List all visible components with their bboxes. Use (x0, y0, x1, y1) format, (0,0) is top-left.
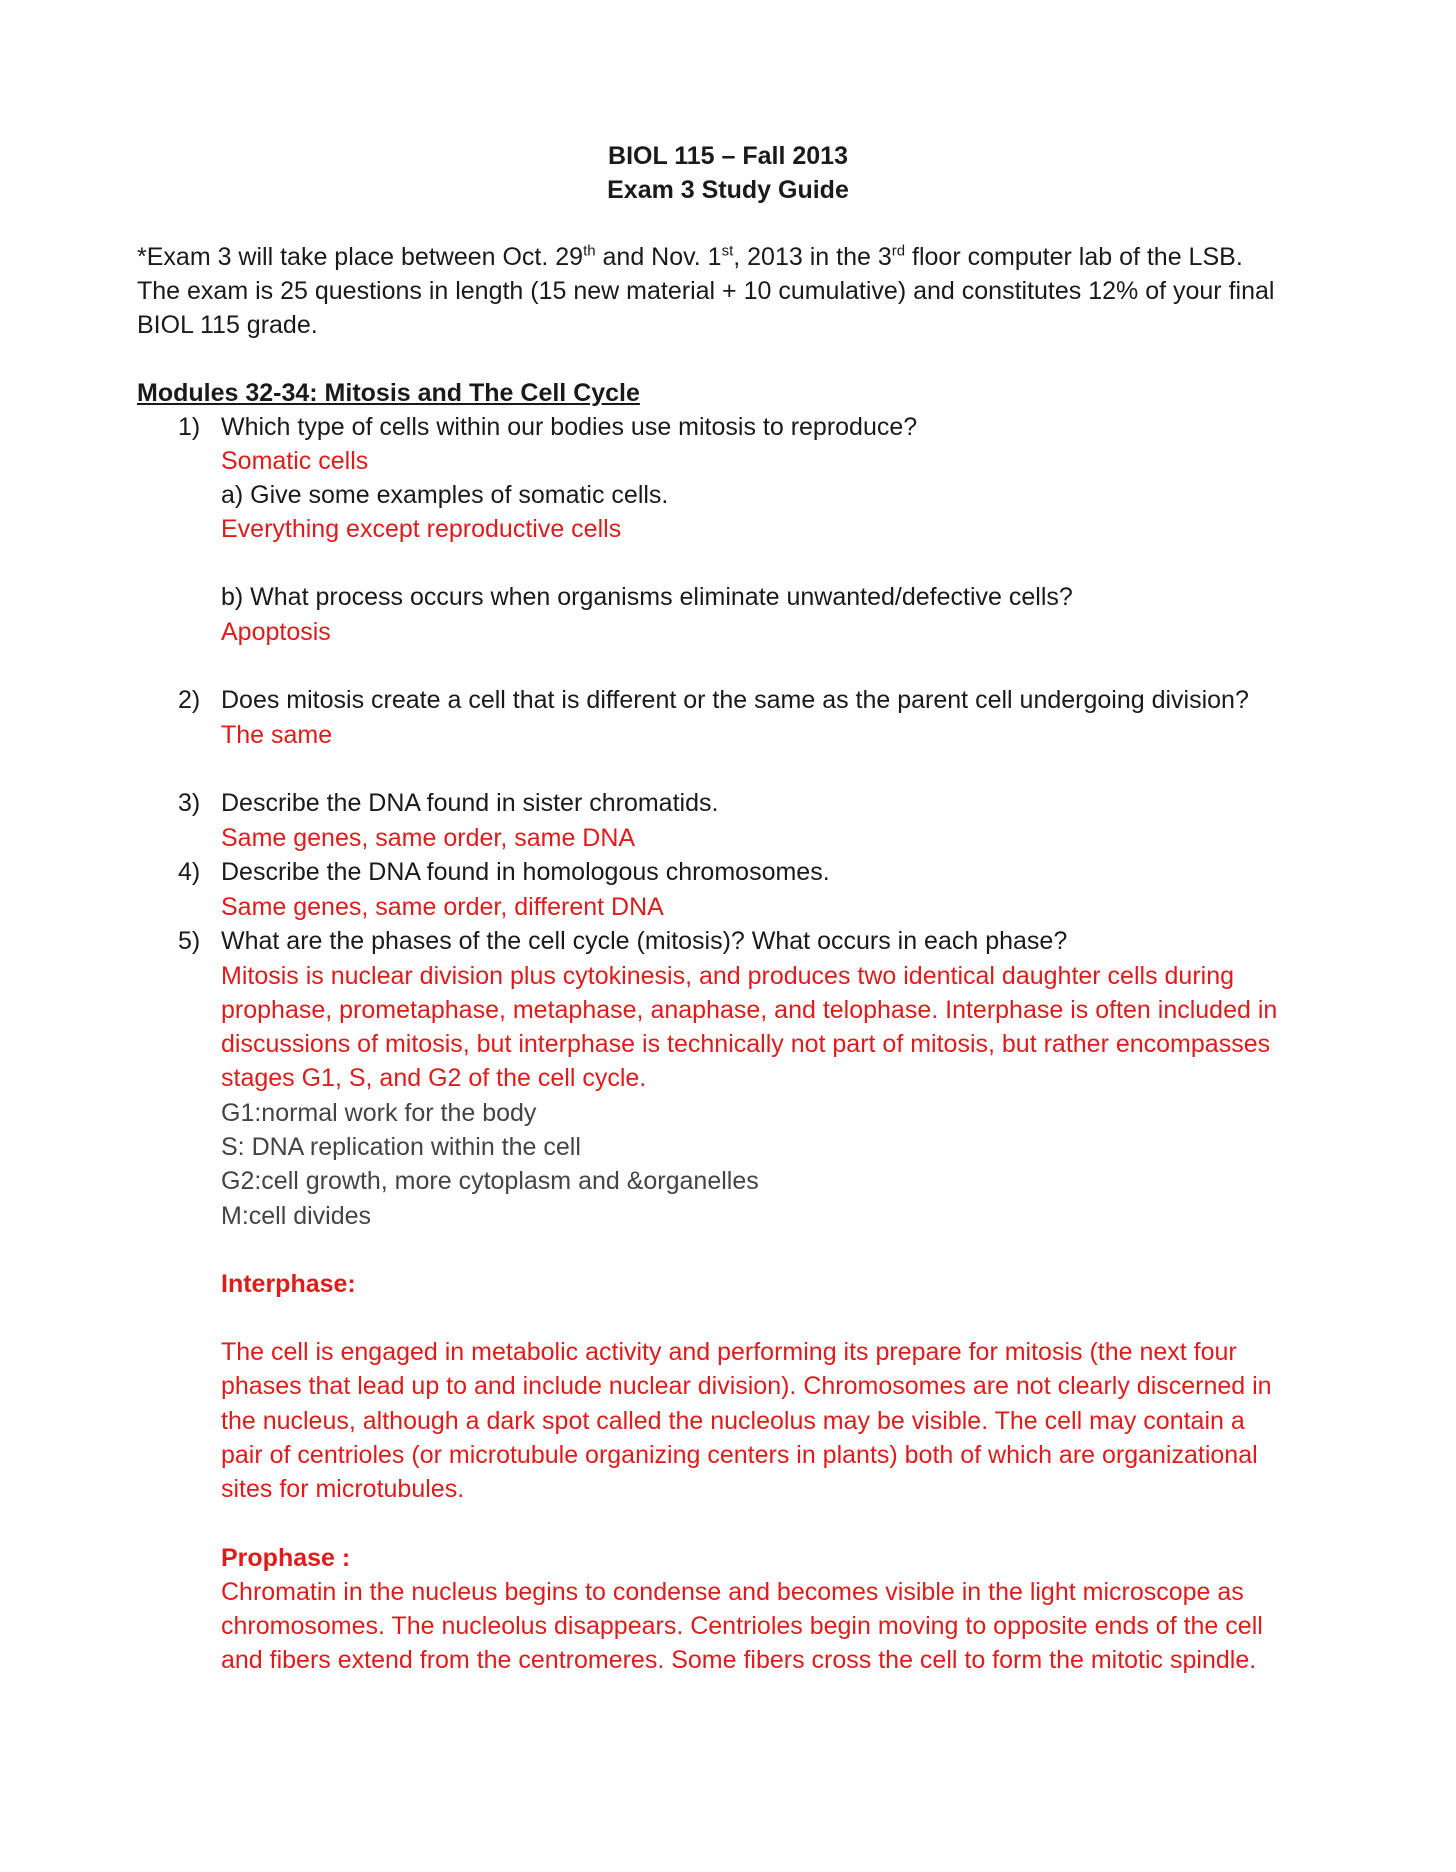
question-1b: b) What process occurs when organisms eliminate unwanted/defective cells? (221, 583, 1073, 611)
question-1a: a) Give some examples of somatic cells. (221, 481, 669, 509)
answer-3: Same genes, same order, same DNA (221, 824, 636, 852)
phase-line: G2:cell growth, more cytoplasm and &organelles (221, 1167, 759, 1195)
intro-line-2: The exam is 25 questions in length (15 new material + 10 cumulative) and constitutes 12% of your final (137, 277, 1275, 305)
answer-5-line: stages G1, S, and G2 of the cell cycle. (221, 1064, 647, 1092)
question-number: 4) (178, 858, 201, 886)
question-4: Describe the DNA found in homologous chromosomes. (221, 858, 830, 886)
answer-4: Same genes, same order, different DNA (221, 893, 664, 921)
answer-5-line: prophase, prometaphase, metaphase, anaphase, and telophase. Interphase is often included in (221, 996, 1278, 1024)
answer-1a: Everything except reproductive cells (221, 515, 622, 543)
phase-line: S: DNA replication within the cell (221, 1133, 581, 1161)
intro-star: * (137, 243, 147, 271)
interphase-line: sites for microtubules. (221, 1475, 465, 1503)
interphase-line: the nucleus, although a dark spot called the nucleolus may be visible. The cell may contain a (221, 1407, 1245, 1435)
prophase-line: and fibers extend from the centromeres. Some fibers cross the cell to form the mitotic spindle. (221, 1646, 1257, 1674)
answer-1b: Apoptosis (221, 618, 331, 646)
prophase-heading: Prophase : (221, 1544, 351, 1572)
interphase-line: pair of centrioles (or microtubule organizing centers in plants) both of which are organizational (221, 1441, 1258, 1469)
phase-line: G1:normal work for the body (221, 1099, 537, 1127)
question-number: 2) (178, 686, 201, 714)
answer-5-line: Mitosis is nuclear division plus cytokinesis, and produces two identical daughter cells during (221, 962, 1235, 990)
answer-1: Somatic cells (221, 447, 369, 475)
intro-line-3: BIOL 115 grade. (137, 311, 318, 339)
interphase-line: phases that lead up to and include nuclear division). Chromosomes are not clearly discerned in (221, 1372, 1272, 1400)
interphase-line: The cell is engaged in metabolic activity and performing its prepare for mitosis (the next four (221, 1338, 1237, 1366)
section-heading: Modules 32-34: Mitosis and The Cell Cycle (137, 379, 640, 407)
document-title: Exam 3 Study Guide (607, 176, 849, 204)
prophase-line: chromosomes. The nucleolus disappears. Centrioles begin moving to opposite ends of the cell (221, 1612, 1263, 1640)
question-5: What are the phases of the cell cycle (mitosis)? What occurs in each phase? (221, 927, 1068, 955)
course-title: BIOL 115 – Fall 2013 (608, 142, 848, 170)
question-number: 1) (178, 413, 201, 441)
question-1: Which type of cells within our bodies use mitosis to reproduce? (221, 413, 918, 441)
question-3: Describe the DNA found in sister chromatids. (221, 789, 719, 817)
prophase-line: Chromatin in the nucleus begins to condense and becomes visible in the light microscope as (221, 1578, 1244, 1606)
answer-5-line: discussions of mitosis, but interphase is technically not part of mitosis, but rather encompasses (221, 1030, 1271, 1058)
phase-line: M:cell divides (221, 1202, 372, 1230)
question-number: 3) (178, 789, 201, 817)
question-2: Does mitosis create a cell that is different or the same as the parent cell undergoing division? (221, 686, 1249, 714)
answer-2: The same (221, 721, 333, 749)
intro-line-1: *Exam 3 will take place between Oct. 29th and Nov. 1st, 2013 in the 3rd floor computer lab of the LSB. (137, 242, 1243, 271)
question-number: 5) (178, 927, 201, 955)
interphase-heading: Interphase: (221, 1270, 356, 1298)
